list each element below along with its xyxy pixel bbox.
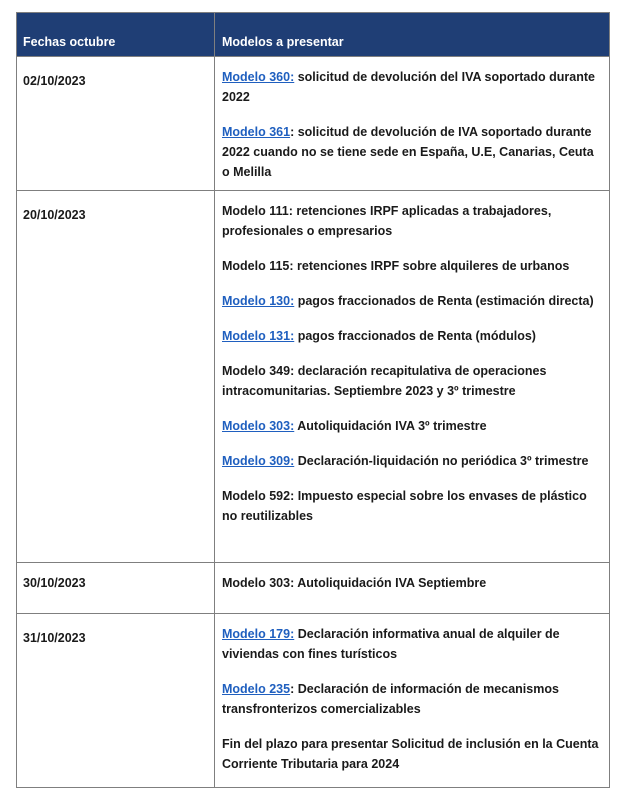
model-link[interactable]: Modelo 179:	[222, 627, 295, 641]
model-link[interactable]: Modelo 309:	[222, 454, 295, 468]
model-link[interactable]: Modelo 361	[222, 125, 291, 139]
model-entry	[222, 573, 603, 593]
row-models	[215, 563, 610, 614]
model-entry	[222, 256, 603, 276]
table-row	[17, 191, 610, 563]
table-row	[17, 57, 610, 191]
model-link[interactable]: Modelo 235	[222, 682, 291, 696]
row-models	[215, 614, 610, 788]
model-entry	[222, 624, 603, 664]
model-description: Declaración-liquidación no periódica 3º trimestre	[294, 454, 589, 468]
tax-calendar-table	[16, 12, 610, 788]
model-description: Fin del plazo para presentar Solicitud de inclusión en la Cuenta Corriente Tributaria para 2024	[222, 737, 599, 771]
model-entry	[222, 291, 603, 311]
model-entry	[222, 67, 603, 107]
table-header-row	[17, 13, 610, 57]
row-models	[215, 57, 610, 191]
row-date: 30/10/2023	[17, 563, 215, 614]
model-entry	[222, 201, 603, 241]
row-date: 20/10/2023	[17, 191, 215, 563]
model-entry	[222, 451, 603, 471]
model-description: solicitud de devolución del IVA soportado durante 2022	[222, 70, 595, 104]
model-description: Declaración informativa anual de alquiler de viviendas con fines turísticos	[222, 627, 560, 661]
table-row	[17, 563, 610, 614]
model-entry	[222, 486, 603, 526]
model-link[interactable]: Modelo 130:	[222, 294, 295, 308]
model-entry	[222, 416, 603, 436]
model-entry	[222, 122, 603, 182]
model-description: Modelo 592: Impuesto especial sobre los envases de plástico no reutilizables	[222, 489, 587, 523]
model-entry	[222, 734, 603, 774]
table-row	[17, 614, 610, 788]
model-description: Modelo 115: retenciones IRPF sobre alquileres de urbanos	[222, 259, 570, 273]
model-description: Modelo 111: retenciones IRPF aplicadas a trabajadores, profesionales o empresarios	[222, 204, 552, 238]
model-description: pagos fraccionados de Renta (estimación directa)	[294, 294, 594, 308]
row-date: 02/10/2023	[17, 57, 215, 191]
model-description: Autoliquidación IVA 3º trimestre	[294, 419, 487, 433]
model-description: pagos fraccionados de Renta (módulos)	[294, 329, 536, 343]
model-link[interactable]: Modelo 360:	[222, 70, 295, 84]
model-entry	[222, 361, 603, 401]
model-description: Modelo 349: declaración recapitulativa de operaciones intracomunitarias. Septiembre 2023 y 3º trimestre	[222, 364, 547, 398]
model-entry	[222, 679, 603, 719]
row-models	[215, 191, 610, 563]
model-description: : solicitud de devolución de IVA soportado durante 2022 cuando no se tiene sede en España, U.E, Canarias, Ceuta o Melilla	[222, 125, 594, 179]
model-link[interactable]: Modelo 303:	[222, 419, 295, 433]
header-fechas: Fechas octubre	[17, 13, 215, 57]
row-date: 31/10/2023	[17, 614, 215, 788]
model-description: : Declaración de información de mecanismos transfronterizos comercializables	[222, 682, 559, 716]
model-entry	[222, 326, 603, 346]
model-description: Modelo 303: Autoliquidación IVA Septiembre	[222, 576, 487, 590]
header-modelos: Modelos a presentar	[215, 13, 610, 57]
model-link[interactable]: Modelo 131:	[222, 329, 295, 343]
